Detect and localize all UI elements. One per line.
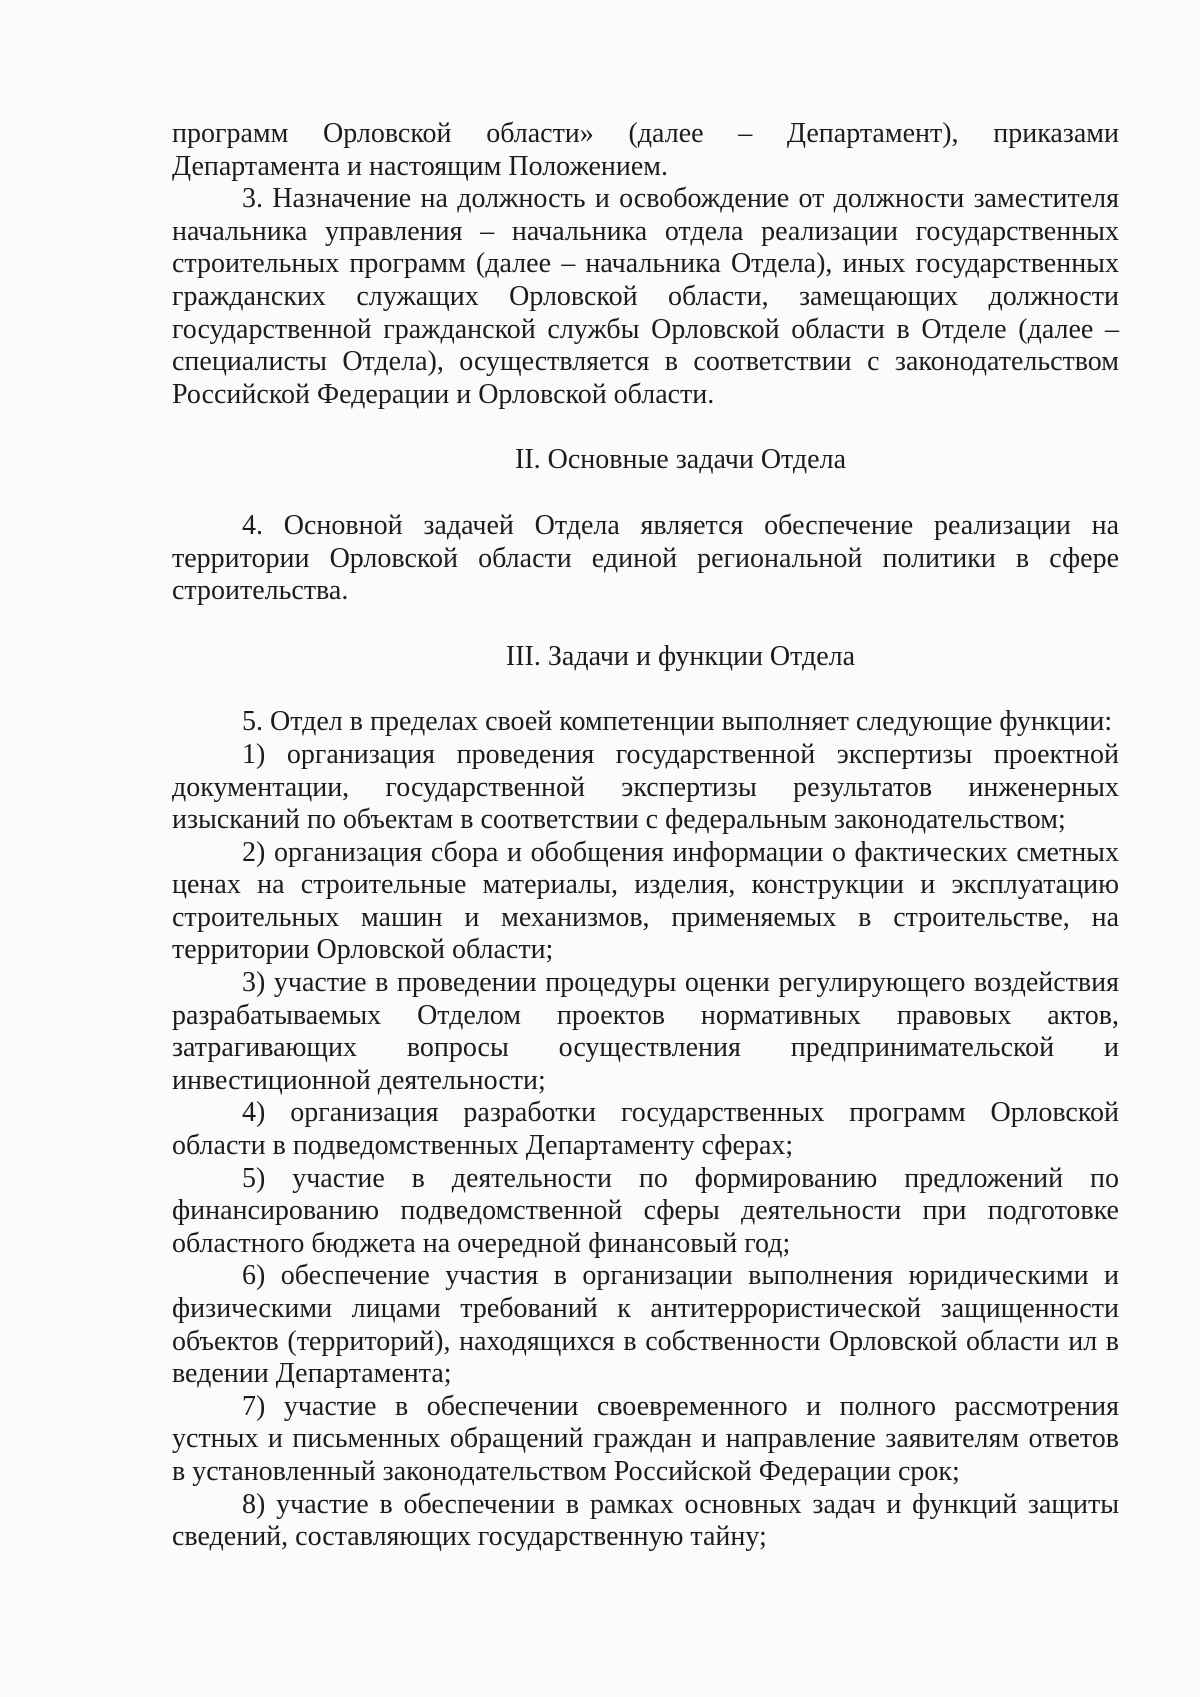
function-item: 6) обеспечение участия в организации выполнения юридическими и физическими лицами требований к антитеррористической защищенности объектов (территорий), находящихся в собственности Орловской области ил в ведении Департамента; — [172, 1260, 1119, 1390]
spacer — [172, 411, 1119, 444]
section-heading-3: III. Задачи и функции Отдела — [505, 640, 856, 672]
intro-continuation: программ Орловской области» (далее – Департамент), приказами Департамента и настоящим Положением. — [172, 118, 1119, 182]
function-item: 3) участие в проведении процедуры оценки регулирующего воздействия разрабатываемых Отделом проектов нормативных правовых актов, затрагивающих вопросы осуществления предпринимательской и инвестиционной деятельности; — [172, 967, 1119, 1096]
spacer — [172, 477, 1119, 510]
function-item: 4) организация разработки государственных программ Орловской области в подведомственных Департаменту сферах; — [172, 1097, 1119, 1162]
function-item: 5) участие в деятельности по формированию предложений по финансированию подведомственной сферы деятельности при подготовке областного бюджета на очередной финансовый год; — [172, 1162, 1119, 1259]
document-body — [172, 118, 1119, 1554]
function-item: 8) участие в обеспечении в рамках основных задач и функций защиты сведений, составляющих государственную тайну; — [172, 1488, 1119, 1553]
paragraph-5: 5. Отдел в пределах своей компетенции выполняет следующие функции: — [242, 706, 1113, 738]
function-item: 2) организация сбора и обобщения информации о фактических сметных ценах на строительные материалы, изделия, конструкции и эксплуатацию строительных машин и механизмов, применяемых в строительстве, на территории Орловской области; — [172, 836, 1119, 966]
paragraph-4: 4. Основной задачей Отдела является обеспечение реализации на территории Орловской области единой региональной политики в сфере строительства. — [172, 509, 1119, 607]
function-item: 1) организация проведения государственной экспертизы проектной документации, государственной экспертизы результатов инженерных изысканий по объектам в соответствии с федеральным законодательством; — [172, 738, 1119, 836]
paragraph-3: 3. Назначение на должность и освобождение от должности заместителя начальника управления – начальника отдела реализации государственных строительных программ (далее – начальника Отдела), иных государственных гражданских служащих Орловской области, замещающих должности государственной гражданской службы Орловской области в Отделе (далее – специалисты Отдела), осуществляется в соответствии с законодательством Российской Федерации и Орловской области. — [172, 183, 1119, 410]
section-heading-2: II. Основные задачи Отдела — [515, 444, 846, 476]
function-item: 7) участие в обеспечении своевременного и полного рассмотрения устных и письменных обращений граждан и направление заявителям ответов в установленный законодательством Российской Федерации срок; — [172, 1390, 1119, 1487]
spacer — [172, 673, 1119, 706]
spacer — [172, 608, 1119, 641]
